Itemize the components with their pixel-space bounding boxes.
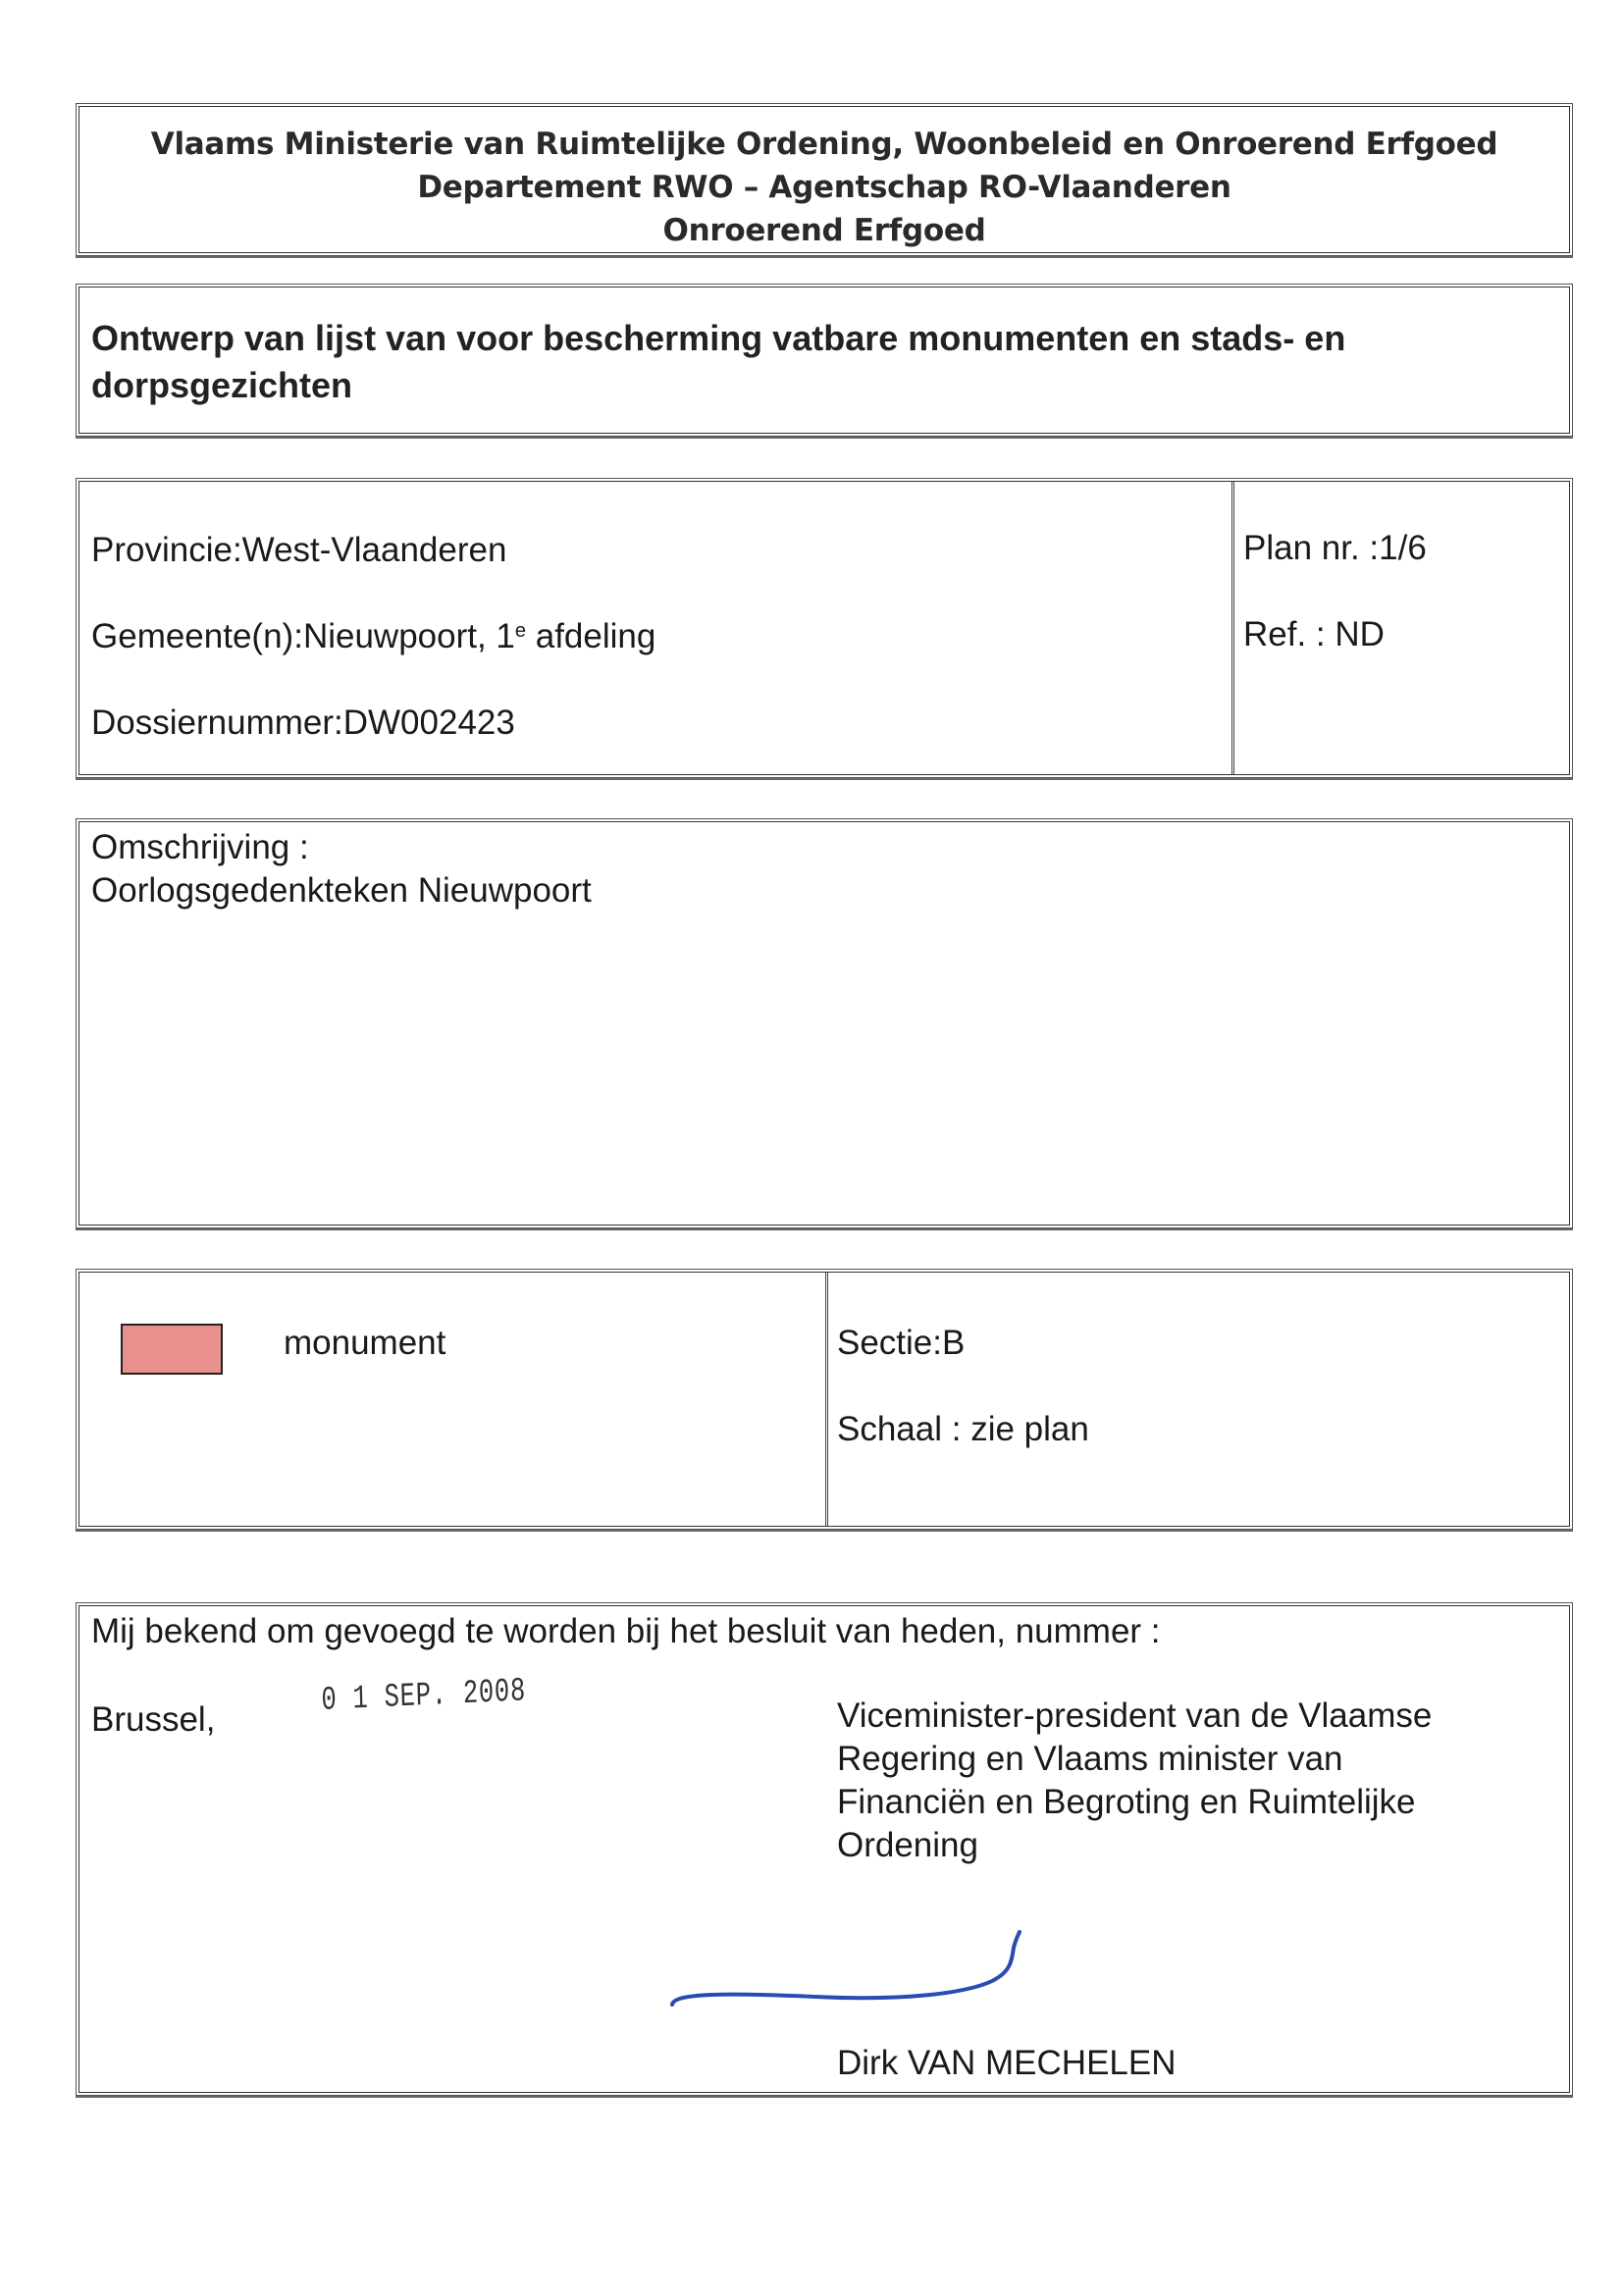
signatory-name: Dirk VAN MECHELEN — [837, 2044, 1177, 2082]
legend-divider — [825, 1273, 828, 1526]
official-title-line3: Financiën en Begroting en Ruimtelijke — [837, 1783, 1416, 1821]
official-title-line4: Ordening — [837, 1826, 978, 1864]
place-label: Brussel, — [91, 1700, 216, 1739]
gemeente-field — [91, 617, 655, 656]
agency-name: Onroerend Erfgoed — [662, 213, 986, 248]
sectie-value: B — [942, 1324, 966, 1362]
plan-field — [1243, 529, 1427, 568]
monument-color-swatch — [121, 1324, 223, 1375]
location-info-box — [79, 481, 1570, 775]
dossier-field — [91, 704, 515, 743]
provincie-value: West-Vlaanderen — [241, 531, 507, 569]
ref-value: ND — [1335, 615, 1385, 653]
gemeente-value: Nieuwpoort, 1 — [302, 617, 515, 655]
plan-label: Plan nr. : — [1243, 529, 1380, 567]
approval-box — [79, 1605, 1570, 2093]
gemeente-sup: e — [514, 620, 527, 642]
document-title-box — [79, 287, 1570, 434]
schaal-label: Schaal : — [837, 1410, 971, 1448]
department-name: Departement RWO – Agentschap RO-Vlaanderen — [417, 170, 1231, 205]
ref-label: Ref. : — [1243, 615, 1335, 653]
plan-value: 1/6 — [1379, 529, 1427, 567]
date-stamp: 0 1 SEP. 2008 — [321, 1673, 527, 1720]
info-divider — [1231, 482, 1234, 774]
schaal-field — [837, 1410, 1089, 1449]
description-box — [79, 821, 1570, 1226]
official-title-line1: Viceminister-president van de Vlaamse — [837, 1696, 1433, 1735]
document-title-line1: Ontwerp van lijst van voor bescherming vatbare monumenten en stads- en — [91, 318, 1346, 358]
provincie-label: Provincie: — [91, 531, 242, 569]
approval-statement: Mij bekend om gevoegd te worden bij het besluit van heden, nummer : — [91, 1612, 1161, 1650]
sectie-label: Sectie: — [837, 1324, 942, 1362]
ref-field — [1243, 615, 1385, 654]
schaal-value: zie plan — [970, 1410, 1089, 1448]
signature-icon — [668, 1930, 1080, 2038]
dossier-label: Dossiernummer: — [91, 704, 343, 742]
legend-box — [79, 1272, 1570, 1527]
gemeente-label: Gemeente(n): — [91, 617, 303, 655]
description-value: Oorlogsgedenkteken Nieuwpoort — [91, 871, 592, 910]
dossier-value: DW002423 — [342, 704, 515, 742]
sectie-field — [837, 1324, 965, 1363]
ministry-header-box — [79, 106, 1570, 253]
gemeente-suffix: afdeling — [526, 617, 656, 655]
description-label: Omschrijving : — [91, 828, 309, 866]
provincie-field — [91, 531, 506, 570]
official-title-line2: Regering en Vlaams minister van — [837, 1740, 1343, 1778]
ministry-name: Vlaams Ministerie van Ruimtelijke Ordening, Woonbeleid en Onroerend Erfgoed — [150, 127, 1498, 162]
document-title-line2: dorpsgezichten — [91, 365, 353, 405]
legend-label-monument: monument — [284, 1324, 446, 1362]
